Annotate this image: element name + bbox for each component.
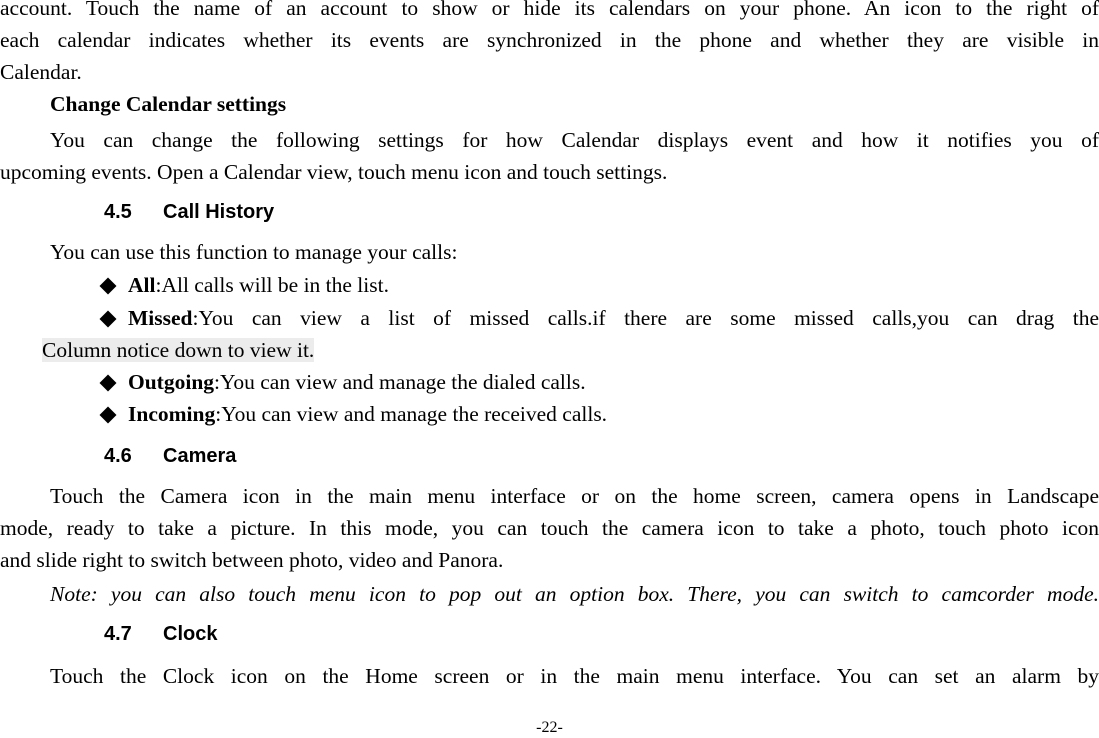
paragraph-line: account. Touch the name of an account to show or hide its calendars on your phone. An icon to the right of <box>0 0 1099 20</box>
paragraph-line: Column notice down to view it. <box>42 338 315 362</box>
paragraph-line: You can use this function to manage your calls: <box>50 240 458 264</box>
paragraph-line: mode, ready to take a picture. In this mode, you can touch the camera icon to take a photo, touch photo icon <box>0 516 1099 540</box>
bullet-item-missed: Missed:You can view a list of missed calls.if there are some missed calls,you can drag the <box>98 302 1099 334</box>
section-heading-4-5: 4.5 Call History <box>104 201 275 223</box>
paragraph-line: each calendar indicates whether its events are synchronized in the phone and whether they are visible in <box>0 28 1099 52</box>
subheading: Change Calendar settings <box>50 92 287 116</box>
paragraph-line: upcoming events. Open a Calendar view, touch menu icon and touch settings. <box>0 160 668 184</box>
diamond-bullet-icon <box>100 375 117 392</box>
diamond-bullet-icon <box>100 278 117 295</box>
paragraph-line: Calendar. <box>0 60 82 84</box>
page-number: -22- <box>536 719 563 736</box>
note-line: Note: you can also touch menu icon to pop out an option box. There, you can switch to camcorder mode. <box>50 582 1099 606</box>
paragraph-line: and slide right to switch between photo, video and Panora. <box>0 548 504 572</box>
bullet-item-outgoing: Outgoing:You can view and manage the dialed calls. <box>98 366 1099 398</box>
bullet-item-incoming: Incoming:You can view and manage the received calls. <box>98 398 1099 430</box>
section-heading-4-7: 4.7 Clock <box>104 623 218 645</box>
section-heading-4-6: 4.6 Camera <box>104 445 237 467</box>
paragraph-line: Touch the Camera icon in the main menu interface or on the home screen, camera opens in Landscape <box>50 484 1099 508</box>
paragraph-line: You can change the following settings for how Calendar displays event and how it notifies you of <box>50 128 1099 152</box>
paragraph-line: Touch the Clock icon on the Home screen or in the main menu interface. You can set an alarm by <box>50 664 1099 688</box>
bullet-item-all: All:All calls will be in the list. <box>98 269 1099 301</box>
diamond-bullet-icon <box>100 311 117 328</box>
diamond-bullet-icon <box>100 407 117 424</box>
